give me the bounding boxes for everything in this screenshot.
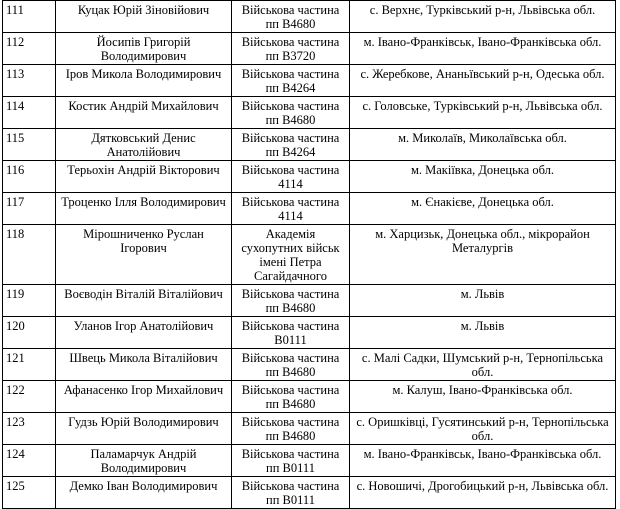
table-row: [3, 413, 616, 445]
person-name: Троценко Ілля Володимирович: [56, 193, 232, 225]
military-unit: Військова частина 4114: [232, 161, 350, 193]
military-unit: Військова частина пп В0111: [232, 445, 350, 477]
residence: с. Малі Садки, Шумський р-н, Тернопільська обл.: [350, 349, 616, 381]
table-row: [3, 349, 616, 381]
row-number: 116: [3, 161, 56, 193]
person-name: Афанасенко Ігор Михайлович: [56, 381, 232, 413]
person-name: Паламарчук Андрій Володимирович: [56, 445, 232, 477]
person-name: Йосипів Григорій Володимирович: [56, 33, 232, 65]
row-number: 124: [3, 445, 56, 477]
person-name: Уланов Ігор Анатолійович: [56, 317, 232, 349]
table-row: [3, 193, 616, 225]
military-unit: Військова частина пп В4680: [232, 413, 350, 445]
row-number: 119: [3, 285, 56, 317]
row-number: 111: [3, 1, 56, 33]
person-name: Костик Андрій Михайлович: [56, 97, 232, 129]
table-row: [3, 285, 616, 317]
person-name: Гудзь Юрій Володимирович: [56, 413, 232, 445]
military-unit: Військова частина пп В4680: [232, 381, 350, 413]
row-number: 114: [3, 97, 56, 129]
military-unit: Військова частина пп В4264: [232, 129, 350, 161]
residence: с. Головське, Турківський р-н, Львівська обл.: [350, 97, 616, 129]
person-name: Куцак Юрій Зіновійович: [56, 1, 232, 33]
row-number: 120: [3, 317, 56, 349]
residence: м. Єнакієве, Донецька обл.: [350, 193, 616, 225]
military-unit: Академія сухопутних військ імені Петра Сагайдачного: [232, 225, 350, 285]
residence: м. Львів: [350, 285, 616, 317]
table-row: [3, 381, 616, 413]
table-row: [3, 445, 616, 477]
table-row: [3, 33, 616, 65]
military-unit: Військова частина пп В4680: [232, 285, 350, 317]
military-unit: Військова частина пп В3720: [232, 33, 350, 65]
person-name: Демко Іван Володимирович: [56, 477, 232, 509]
military-unit: Військова частина пп В4680: [232, 97, 350, 129]
table-row: [3, 1, 616, 33]
row-number: 122: [3, 381, 56, 413]
residence: м. Калуш, Івано-Франківська обл.: [350, 381, 616, 413]
residence: м. Львів: [350, 317, 616, 349]
military-unit: Військова частина пп В4680: [232, 1, 350, 33]
military-unit: Військова частина 4114: [232, 193, 350, 225]
roster-table: [2, 0, 616, 509]
residence: м. Миколаїв, Миколаївська обл.: [350, 129, 616, 161]
table-row: [3, 161, 616, 193]
table-row: [3, 65, 616, 97]
row-number: 125: [3, 477, 56, 509]
person-name: Воєводін Віталій Віталійович: [56, 285, 232, 317]
person-name: Терьохін Андрій Вікторович: [56, 161, 232, 193]
person-name: Дятковський Денис Анатолійович: [56, 129, 232, 161]
residence: м. Харцизьк, Донецька обл., мікрорайон Металургів: [350, 225, 616, 285]
table-row: [3, 129, 616, 161]
person-name: Мірошниченко Руслан Ігорович: [56, 225, 232, 285]
residence: с. Новошичі, Дрогобицький р-н, Львівська обл.: [350, 477, 616, 509]
row-number: 112: [3, 33, 56, 65]
military-unit: Військова частина пп В4680: [232, 349, 350, 381]
person-name: Швець Микола Віталійович: [56, 349, 232, 381]
table-row: [3, 225, 616, 285]
person-name: Іров Микола Володимирович: [56, 65, 232, 97]
row-number: 121: [3, 349, 56, 381]
table-row: [3, 477, 616, 509]
residence: м. Івано-Франківськ, Івано-Франківська обл.: [350, 33, 616, 65]
military-unit: Військова частина пп В0111: [232, 477, 350, 509]
military-unit: Військова частина пп В4264: [232, 65, 350, 97]
military-unit: Військова частина В0111: [232, 317, 350, 349]
row-number: 115: [3, 129, 56, 161]
table-row: [3, 317, 616, 349]
residence: с. Оришківці, Гусятинський р-н, Тернопільська обл.: [350, 413, 616, 445]
row-number: 117: [3, 193, 56, 225]
residence: м. Івано-Франківськ, Івано-Франківська обл.: [350, 445, 616, 477]
row-number: 118: [3, 225, 56, 285]
row-number: 113: [3, 65, 56, 97]
residence: с. Верхнє, Турківський р-н, Львівська обл.: [350, 1, 616, 33]
residence: с. Жеребкове, Ананьївський р-н, Одеська обл.: [350, 65, 616, 97]
row-number: 123: [3, 413, 56, 445]
table-row: [3, 97, 616, 129]
residence: м. Макіївка, Донецька обл.: [350, 161, 616, 193]
